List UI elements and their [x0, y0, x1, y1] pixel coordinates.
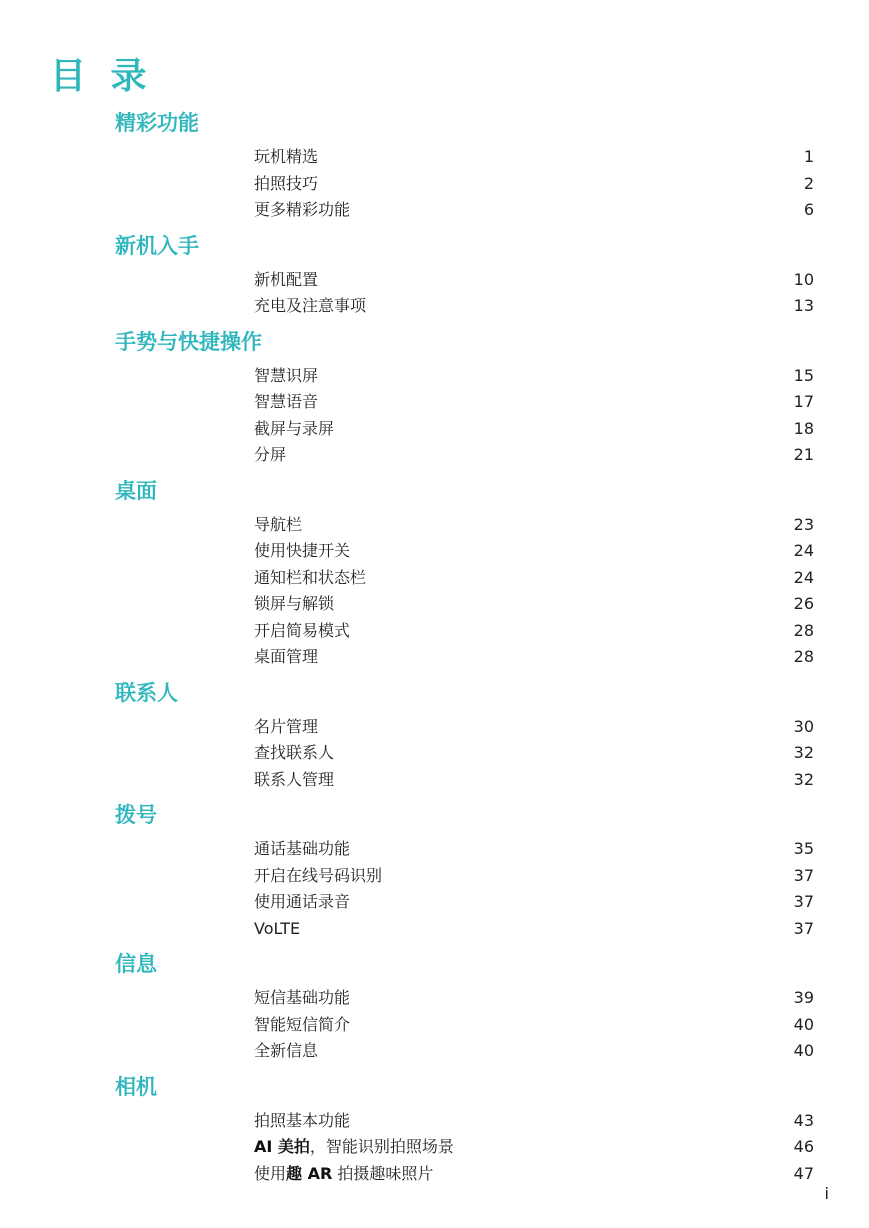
toc-entry-title: VoLTE: [254, 918, 301, 938]
toc-entry-title: 智能短信简介: [254, 1014, 351, 1034]
toc-entry[interactable]: [0, 618, 869, 645]
toc-entry[interactable]: [0, 1012, 869, 1039]
toc-entry-page: 17: [793, 392, 814, 411]
section-heading[interactable]: 新机入手: [115, 233, 199, 258]
toc-entry-title: 拍照基本功能: [254, 1110, 351, 1130]
toc-entry-title: 分屏: [254, 445, 287, 464]
toc-entry[interactable]: [0, 442, 869, 469]
section-heading[interactable]: 拨号: [115, 803, 157, 827]
toc-entry-page: 37: [793, 865, 814, 885]
toc-entry-page: 1: [803, 147, 814, 166]
toc-entry-title: 桌面管理: [254, 647, 319, 666]
toc-entry-page: 24: [793, 567, 814, 587]
toc-section: [0, 949, 869, 1065]
toc-entry-title: 更多精彩功能: [254, 200, 351, 219]
toc-entry[interactable]: [0, 836, 869, 863]
table-of-contents: [0, 108, 869, 1194]
text: 拍摄趣味照片: [332, 1163, 434, 1183]
toc-entry-title: 智慧识屏: [254, 365, 319, 385]
toc-entry-title: 通话基础功能: [254, 839, 351, 858]
toc-entry-page: 21: [793, 445, 814, 464]
toc-section: [0, 108, 869, 224]
toc-entry-page: 26: [793, 594, 814, 613]
toc-entry-page: 32: [793, 743, 814, 762]
toc-section: [0, 327, 869, 469]
toc-entry-title: 查找联系人: [254, 743, 335, 762]
toc-entry-title: 玩机精选: [254, 147, 319, 166]
text: ，智能识别拍照场景: [309, 1137, 454, 1156]
toc-entry[interactable]: [0, 714, 869, 741]
toc-entry-title: 充电及注意事项: [254, 296, 367, 315]
section-heading[interactable]: 信息: [115, 952, 157, 976]
toc-entry-title: 锁屏与解锁: [254, 594, 335, 613]
toc-entry[interactable]: [0, 916, 869, 943]
toc-entry-page: 39: [793, 988, 814, 1007]
section-heading[interactable]: 桌面: [115, 478, 157, 503]
toc-entry-page: 40: [793, 1041, 814, 1060]
toc-entry-page: 35: [793, 839, 814, 858]
toc-entry[interactable]: [0, 267, 869, 294]
toc-entry[interactable]: [0, 644, 869, 671]
toc-entry[interactable]: [0, 144, 869, 171]
toc-entry[interactable]: [0, 389, 869, 416]
toc-entry-page: 40: [793, 1014, 814, 1034]
toc-entry[interactable]: [0, 512, 869, 539]
bold-text: 趣 AR: [286, 1163, 333, 1183]
toc-entry-title: 开启在线号码识别: [254, 865, 383, 885]
toc-entry-title: [254, 1134, 454, 1161]
section-heading[interactable]: 手势与快捷操作: [115, 329, 262, 354]
toc-entry[interactable]: [0, 1134, 869, 1161]
toc-entry[interactable]: [0, 1108, 869, 1135]
toc-entry-page: 23: [793, 514, 814, 534]
toc-entry-page: 6: [803, 200, 814, 219]
toc-entry[interactable]: [0, 197, 869, 224]
page-number: i: [824, 1184, 829, 1203]
page-title: 目 录: [50, 56, 153, 97]
toc-entry[interactable]: [0, 889, 869, 916]
toc-entry[interactable]: [0, 1161, 869, 1188]
toc-section: [0, 231, 869, 320]
toc-entry-title: 截屏与录屏: [254, 418, 335, 438]
toc-entry[interactable]: [0, 767, 869, 794]
toc-entry-page: 13: [793, 296, 814, 315]
toc-entry-page: 37: [793, 918, 814, 938]
toc-entry[interactable]: [0, 591, 869, 618]
section-heading[interactable]: 联系人: [115, 680, 178, 705]
toc-entry-page: 30: [793, 716, 814, 736]
toc-entry[interactable]: [0, 293, 869, 320]
toc-entry-title: 短信基础功能: [254, 988, 351, 1007]
toc-entry-title: 使用快捷开关: [254, 541, 351, 560]
toc-entry[interactable]: [0, 171, 869, 198]
toc-entry-page: 15: [793, 365, 814, 385]
toc-entry[interactable]: [0, 538, 869, 565]
toc-entry-page: 10: [793, 269, 814, 289]
toc-entry[interactable]: [0, 1038, 869, 1065]
section-heading[interactable]: 精彩功能: [115, 111, 199, 135]
toc-entry-page: 2: [803, 173, 814, 193]
toc-entry-title: [254, 1161, 433, 1188]
toc-entry-title: 全新信息: [254, 1041, 319, 1060]
toc-entry-page: 47: [793, 1163, 814, 1183]
toc-entry[interactable]: [0, 863, 869, 890]
toc-entry-page: 28: [793, 620, 814, 640]
toc-entry-page: 28: [793, 647, 814, 666]
toc-entry-page: 32: [793, 769, 814, 789]
toc-entry-title: 拍照技巧: [254, 173, 319, 193]
toc-entry[interactable]: [0, 565, 869, 592]
toc-entry-title: 联系人管理: [254, 769, 335, 789]
toc-entry-page: 37: [793, 892, 814, 911]
toc-entry-page: 43: [793, 1110, 814, 1130]
toc-entry[interactable]: [0, 985, 869, 1012]
toc-section: [0, 1072, 869, 1188]
bold-text: AI 美拍: [254, 1137, 310, 1156]
toc-section: [0, 800, 869, 942]
toc-section: [0, 678, 869, 794]
toc-entry[interactable]: [0, 740, 869, 767]
toc-entry-title: 新机配置: [254, 269, 319, 289]
toc-section: [0, 476, 869, 671]
toc-entry[interactable]: [0, 416, 869, 443]
toc-entry-page: 18: [793, 418, 814, 438]
text: 使用: [254, 1163, 287, 1183]
toc-entry-title: 开启简易模式: [254, 620, 351, 640]
section-heading[interactable]: 相机: [115, 1074, 157, 1099]
toc-entry-title: 使用通话录音: [254, 892, 351, 911]
toc-entry[interactable]: [0, 363, 869, 390]
toc-entry-page: 46: [793, 1137, 814, 1156]
toc-entry-title: 智慧语音: [254, 392, 319, 411]
toc-entry-title: 导航栏: [254, 514, 303, 534]
toc-entry-page: 24: [793, 541, 814, 560]
toc-entry-title: 名片管理: [254, 716, 319, 736]
toc-entry-title: 通知栏和状态栏: [254, 567, 367, 587]
